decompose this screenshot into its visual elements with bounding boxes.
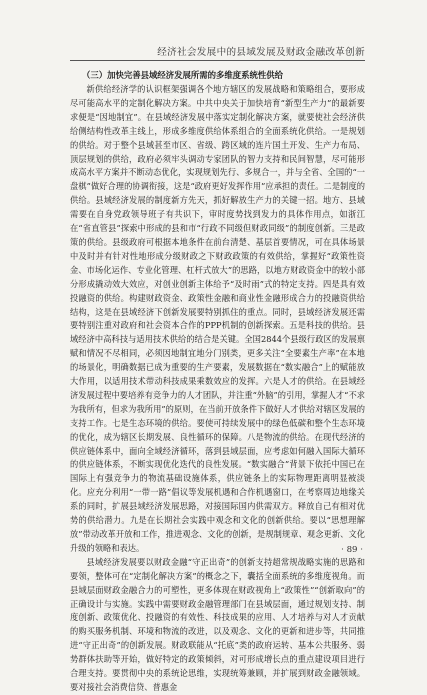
body-paragraph: 新供给经济学的认识框架强调各个地方辖区的发展战略和策略组合，要形成尽可能高水平的定制化解决方案。中共中央关于加快培育“新型生产力”的最新要求便是“因地制宜”。在县域经济发展中落实定制化解决方案，就要使社会经济供给侧结构性改革主线上，形成多维度供给体系组合的全面系统化供给。一是规划的供给。对于整个县域甚至市区、省级、跨区域的连片国土开发、生产力布局、顶层规划的供给，政府必须牢头调动专家团队的智力支持和民间智慧，尽可能形成高水平方案并不断动态优化，实现规划先行、多规合一，并与全省、全国的“一盘棋”做好合理的协调衔接，这是“政府更好发挥作用”应承担的责任。二是制度的供给。县域经济发展的制度新方先天，抓好解放生产力的关键一招。地方、县域需要在自身党政领导班子有共识下，审时度势找到发力的具体作用点，如浙江在“省直管县”探索中形成的县和市“行政不同级但财政同级”的制度创新。三是政策的供给。县级政府可根据本地条件在前台清楚、基层首要情况，可在具体场景中及时并有针对性地形成分级财政之下财政政策的有效供给，掌握好“政策性资金、市场化运作、专业化管理、杠杆式放大”的思路，以地方财政资金中的较小部分形成撬动效大效应，对创业创新主体给予“及时雨”式的特定支持。四是具有效投融资的供给。构建财政资金、政策性金融和商业性金融形成合力的投融资供给结构，这是在县域经济下创新发展要特别抓住的重点。同时，县域经济发展还需要特别注重对政府和社会资本合作的PPP机制的创新探索。五是科技的供给。县域经济中高科技与适用技术供给的结合是关键。全国2844个县级行政区的发展禀赋和情况不尽相同，必须因地制宜地分门别类，更多关注“全要素生产率”在本地的场景化，明确数据已成为重要的生产要素，发展数据在“数实融合”上的赋能放大作用，以适用技术带动科技成果乘数效应的发挥。六是人才的供给。在县域经济发展过程中要培养有竞争力的人才团队，并注重“外脑”的引用，掌握人才“不求为我所有，但求为我所用”的原则，在当前开放条件下做好人才供给对辖区发展的支持工作。七是生态环境的供给。要使可持续发展中的绿色低碳和整个生态环境的优化，成为辖区长期发展、良性循环的保障。八是物流的供给。在现代经济的供应链体系中，面向全域经济循环，落到县域层面，应考虑如何融入国际大循环的供应链体系，不断实现优化迭代的良性发展。“数实融合”背景下依托中国已在国际上有强竞争力的物流基础设施体系，供应链条上的实际物理距离明显被淡化。应充分利用“一带一路”倡议等发展机遇和合作机遇窗口，在考察周边地缘关系的同时，扩展县域经济发展思路，对接国际国内供需双方。释放自己有相对优势的供给潜力。九是在长期社会实践中观念和文化的创新供给。要以“思想理解放”带动改革开放和工作，推进观念、文化的创新，是规制规章、观念更新、文化升级的领略和表达。 bbox=[70, 84, 365, 553]
header-rule bbox=[70, 60, 365, 61]
body-paragraph: 县域经济发展要以财政金融“守正出奇”的创新支持超常规战略实施的思路和要领，整体可在“定制化解决方案”的概念之下，囊括全面系统的多维度视角。而县域层面财政金融合力的可塑性，更多体现在财政视角上“政策性”“创新取向”的正确设计与实施。实践中需要财政金融管理部门在县域层面，通过规划支持、制度创新、政策优化、投融资的有效性、科技成果的应用、人才培养与对人才贡献的购买服务机制、环境和物流的改进，以及观念、文化的更新和进步等，共同推进“守正出奇”的创新发展。财政联能从“托底”类的政府运转、基本公共服务、弱势群体扶助等开始，做好特定的政策倾斜，对可形成增长点的重点建设项目进行合理支持。要贯彻中央的系统论思维，实现统筹兼顾，并扩展到财政金融领域。要对接社会消费信贷、普惠金 bbox=[70, 556, 365, 692]
section-heading: （三）加快完善县域经济发展所需的多维度系统性供给 bbox=[82, 70, 283, 80]
page-body bbox=[70, 68, 365, 695]
running-header: 经济社会发展中的县域发展及财政金融改革创新 bbox=[157, 47, 365, 58]
page-number: · 89 · bbox=[341, 545, 363, 555]
